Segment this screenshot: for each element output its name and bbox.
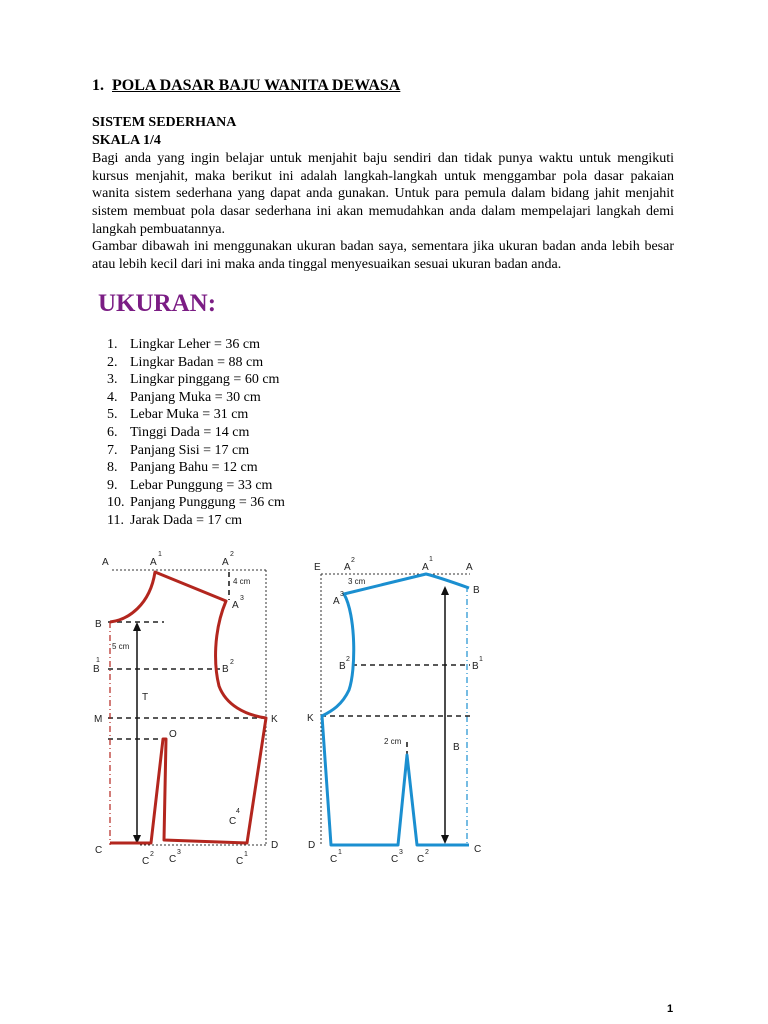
svg-text:3: 3 (399, 849, 403, 856)
label-c1-back: C (330, 854, 338, 865)
measurement-number: 2. (107, 354, 118, 370)
back-pattern-diagram (307, 556, 483, 865)
svg-text:2: 2 (230, 551, 234, 558)
label-a2: A (222, 557, 229, 568)
svg-text:2: 2 (150, 851, 154, 858)
svg-text:3: 3 (240, 595, 244, 602)
svg-text:1: 1 (429, 556, 433, 563)
measurement-number: 6. (107, 424, 118, 440)
label-b2: B (222, 664, 229, 675)
page-number: 1 (667, 1003, 674, 1015)
measurement-text: Tinggi Dada = 14 cm (130, 424, 250, 440)
label-k: K (271, 714, 278, 725)
label-c: C (95, 845, 103, 856)
label-3cm: 3 cm (348, 577, 366, 586)
label-c4: C (229, 816, 237, 827)
measurement-text: Panjang Punggung = 36 cm (130, 495, 285, 511)
svg-text:1: 1 (158, 551, 162, 558)
measurement-text: Lingkar Badan = 88 cm (130, 354, 264, 370)
svg-text:1: 1 (96, 657, 100, 664)
measurement-number: 4. (107, 389, 118, 405)
label-5cm: 5 cm (112, 642, 130, 651)
svg-text:2: 2 (230, 659, 234, 666)
svg-text:3: 3 (177, 849, 181, 856)
measurement-text: Lingkar pinggang = 60 cm (130, 372, 280, 388)
label-2cm: 2 cm (384, 737, 402, 746)
measurement-text: Panjang Bahu = 12 cm (130, 460, 258, 476)
label-a-back: A (466, 562, 473, 573)
measurement-text: Lebar Muka = 31 cm (130, 407, 249, 423)
label-m: M (94, 714, 103, 725)
measurement-number: 9. (107, 477, 118, 493)
label-c2-back: C (417, 854, 425, 865)
svg-text:2: 2 (351, 557, 355, 564)
label-c-back: C (474, 844, 482, 855)
label-a3-back: A (333, 596, 340, 607)
label-a: A (102, 557, 109, 568)
svg-text:1: 1 (338, 849, 342, 856)
svg-text:2: 2 (425, 849, 429, 856)
label-t: T (142, 692, 149, 703)
front-pattern-diagram (93, 551, 278, 867)
svg-text:1: 1 (244, 851, 248, 858)
label-c2: C (142, 856, 150, 867)
label-a3: A (232, 600, 239, 611)
label-b1: B (93, 664, 100, 675)
measurement-text: Jarak Dada = 17 cm (130, 512, 243, 528)
label-b-mid: B (453, 742, 460, 753)
measurement-number: 8. (107, 460, 118, 476)
label-b: B (95, 619, 102, 630)
measurement-text: Lingkar Leher = 36 cm (130, 337, 260, 352)
svg-text:2: 2 (346, 656, 350, 663)
heading-text: POLA DASAR BAJU WANITA DEWASA (112, 77, 401, 94)
label-b-back: B (473, 585, 480, 596)
label-a2-back: A (344, 562, 351, 573)
subheading-scale: SKALA 1/4 (92, 133, 161, 148)
measurement-number: 11. (107, 512, 124, 528)
label-4cm: 4 cm (233, 577, 251, 586)
measurement-number: 7. (107, 442, 118, 458)
label-b1-back: B (472, 661, 479, 672)
ukuran-title: UKURAN: (98, 290, 217, 317)
label-o: O (169, 729, 177, 740)
measurement-text: Panjang Sisi = 17 cm (130, 442, 250, 458)
front-outline (110, 572, 266, 843)
label-d-back: D (308, 840, 316, 851)
label-a1-back: A (422, 562, 429, 573)
label-a1: A (150, 557, 157, 568)
note-paragraph: Gambar dibawah ini menggunakan ukuran badan saya, sementara jika ukuran badan anda lebih besar atau lebih kecil dari ini maka anda tinggal menyesuaikan sesuai ukuran badan anda. (92, 239, 674, 272)
measurement-number: 5. (107, 407, 118, 423)
intro-paragraph: Bagi anda yang ingin belajar untuk menjahit baju sendiri dan tidak punya waktu untuk mengikuti kursus menjahit, maka berikut ini adalah langkah-langkah untuk menggambar pola dasar pakaian wanita sistem sederhana yang dapat anda gunakan. Untuk para pemula dalam bidang jahit menjahit sistem membuat pola dasar sederhana ini akan memudahkan anda dalam mempelajari langkah demi langkah pembuatannya. (92, 151, 674, 237)
label-c3: C (169, 854, 177, 865)
label-k-back: K (307, 713, 314, 724)
back-outline (322, 574, 469, 845)
subheading-system: SISTEM SEDERHANA (92, 115, 237, 130)
label-b2-back: B (339, 661, 346, 672)
measurement-number: 1. (107, 337, 118, 352)
svg-text:4: 4 (236, 808, 240, 815)
measurement-number: 3. (107, 372, 118, 388)
measurement-text: Panjang Muka = 30 cm (130, 389, 261, 405)
label-d: D (271, 840, 279, 851)
label-c3-back: C (391, 854, 399, 865)
label-e: E (314, 562, 321, 573)
measurement-number: 10. (107, 495, 125, 511)
measurement-text: Lebar Punggung = 33 cm (130, 477, 273, 493)
svg-text:1: 1 (479, 656, 483, 663)
svg-text:3: 3 (340, 591, 344, 598)
heading-number: 1. (92, 77, 104, 94)
label-c1: C (236, 856, 244, 867)
